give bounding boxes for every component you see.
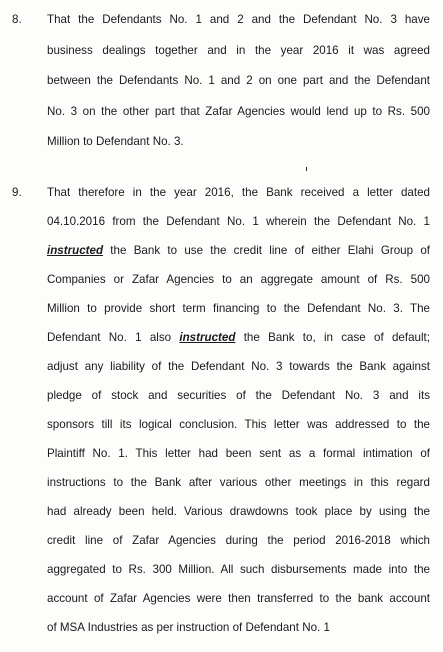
paragraph-line: Companies or Zafar Agencies to an aggregate amount of Rs. 500 xyxy=(47,273,430,286)
paragraph-line: adjust any liability of the Defendant No. 3 towards the Bank against xyxy=(47,360,430,373)
paragraph-line: Million to provide short term financing to the Defendant No. 3. The xyxy=(47,302,430,315)
paragraph-line: had already been held. Various drawdowns took place by using the xyxy=(47,505,430,518)
paragraph-line: That therefore in the year 2016, the Bank received a letter dated xyxy=(47,186,430,199)
paragraph-line: credit line of Zafar Agencies during the period 2016-2018 which xyxy=(47,534,430,547)
paragraph-line: business dealings together and in the year 2016 it was agreed xyxy=(47,44,430,57)
paragraph-line: account of Zafar Agencies were then transferred to the bank account xyxy=(47,592,430,605)
paragraph-line: Plaintiff No. 1. This letter had been sent as a formal intimation of xyxy=(47,447,430,460)
paragraph-line: No. 3 on the other part that Zafar Agencies would lend up to Rs. 500 xyxy=(47,105,430,118)
emphasis-instructed: instructed xyxy=(47,244,104,257)
paragraph-number: 8. xyxy=(12,13,22,26)
paragraph-line: aggregated to Rs. 300 Million. All such disbursements made into the xyxy=(47,563,430,576)
line-text: the Bank to, in case of default; xyxy=(235,331,430,344)
paragraph-line: pledge of stock and securities of the Defendant No. 3 and its xyxy=(47,389,430,402)
paragraph-line: 04.10.2016 from the Defendant No. 1 wherein the Defendant No. 1 xyxy=(47,215,430,228)
paragraph-line: between the Defendants No. 1 and 2 on one part and the Defendant xyxy=(47,74,430,87)
paragraph-number: 9. xyxy=(12,186,22,199)
emphasis-instructed: instructed xyxy=(179,331,236,344)
paragraph-line: instructions to the Bank after various other meetings in this regard xyxy=(47,476,430,489)
line-text: the Bank to use the credit line of either Elahi Group of xyxy=(103,244,430,257)
paragraph-line: That the Defendants No. 1 and 2 and the Defendant No. 3 have xyxy=(47,13,430,26)
paragraph-line: Million to Defendant No. 3. xyxy=(47,135,184,148)
paragraph-line: of MSA Industries as per instruction of Defendant No. 1 xyxy=(47,621,330,634)
paragraph-line xyxy=(47,328,430,348)
paragraph-line xyxy=(47,241,430,261)
paragraph-line: sponsors till its logical conclusion. This letter was addressed to the xyxy=(47,418,430,431)
line-text: Defendant No. 1 also xyxy=(47,331,180,344)
stray-mark xyxy=(306,167,307,171)
